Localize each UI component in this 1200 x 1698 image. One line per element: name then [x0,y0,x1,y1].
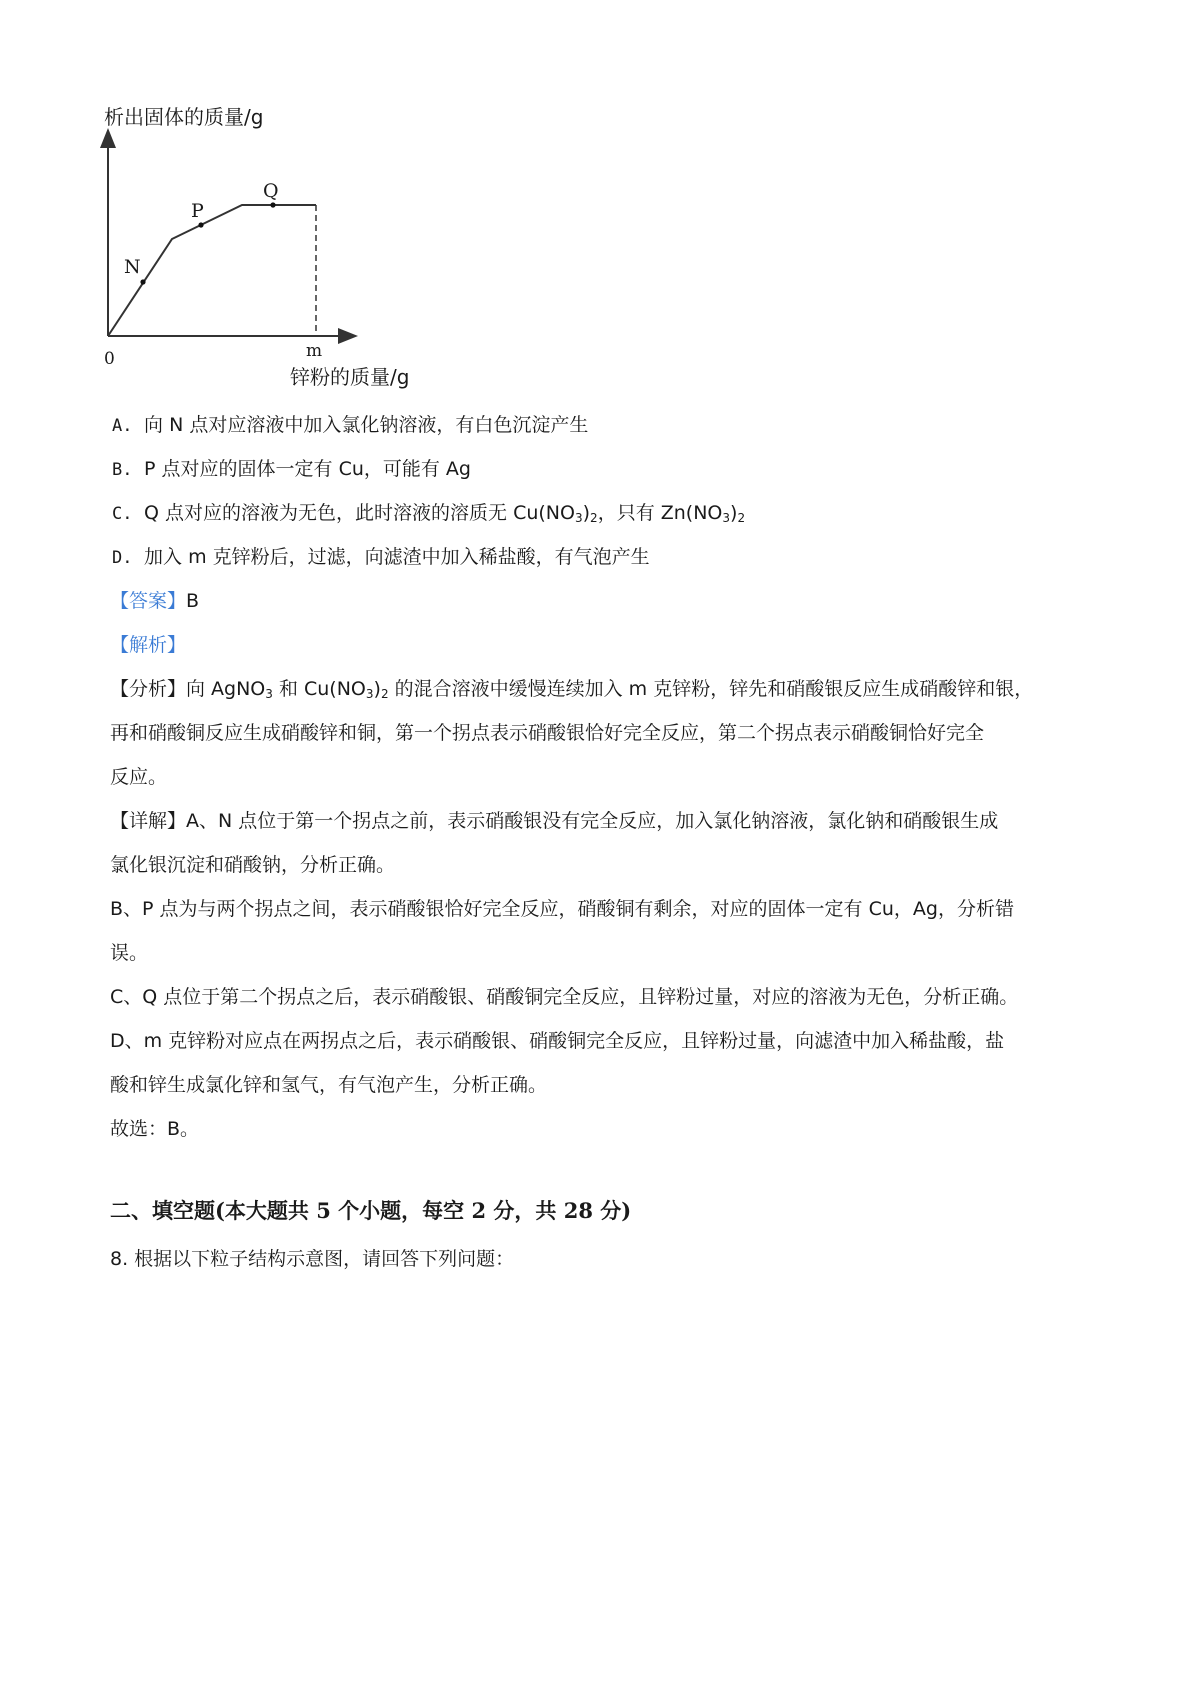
point-n-label: N [124,256,141,278]
analysis-line-1-a: 【分析】向 AgNO [110,678,266,700]
option-c-letter: C. [112,504,133,524]
option-a-letter: A. [112,416,133,436]
y-axis-label: 析出固体的质量/g [104,105,264,129]
section-2-heading: 二、填空题(本大题共 5 个小题，每空 2 分，共 28 分) [110,1198,632,1223]
detail-line-4: 误。 [110,942,149,964]
analysis-line-1 [110,676,1110,702]
analysis-line-1-b: 和 Cu(NO [272,678,366,700]
origin-label: 0 [104,349,115,369]
analysis-line-1-d: 的混合溶液中缓慢连续加入 m 克锌粉，锌先和硝酸银反应生成硝酸锌和银， [388,678,1034,700]
option-d [112,544,1112,571]
detail-line-5: C、Q 点位于第二个拐点之后，表示硝酸银、硝酸铜完全反应，且锌粉过量，对应的溶液为无色，分析正确。 [110,986,1019,1008]
option-c-text [144,502,745,524]
option-c-sub-3: 3 [722,511,731,525]
question-8: 8. 根据以下粒子结构示意图，请回答下列问题： [110,1248,515,1270]
option-b-letter: B. [112,460,133,480]
analysis-heading [110,632,1110,658]
option-a-text: 向 N 点对应溶液中加入氯化钠溶液，有白色沉淀产生 [144,414,589,436]
detail-line-6: D、m 克锌粉对应点在两拐点之后，表示硝酸银、硝酸铜完全反应，且锌粉过量，向滤渣中加入稀盐酸，盐 [110,1030,1005,1052]
analysis-line-3: 反应。 [110,766,168,788]
analysis-sub-1: 3 [265,687,273,701]
answer-line [110,588,1110,614]
option-c-text-3: ，只有 Zn(NO [597,502,723,524]
detail-line-2: 氯化银沉淀和硝酸钠，分析正确。 [110,854,396,876]
analysis-sub-2: 3 [365,687,374,701]
point-p-label: P [191,200,204,222]
analysis-line-2: 再和硝酸铜反应生成硝酸锌和铜，第一个拐点表示硝酸银恰好完全反应，第二个拐点表示硝酸铜恰好完全 [110,722,985,744]
option-c-text-2: ) [582,502,591,524]
option-c-text-4: ) [730,502,738,524]
point-q [270,202,275,207]
analysis-tag: 【解析】 [110,634,187,656]
option-b [112,456,1112,483]
answer-value: B [186,590,200,612]
analysis-line-1-c: ) [373,678,381,700]
point-q-label: Q [263,180,279,202]
x-axis-label: 锌粉的质量/g [290,365,410,389]
option-c-sub-1: 3 [574,511,583,525]
option-d-letter: D. [112,548,133,568]
option-c [112,500,1112,527]
point-n [140,279,145,284]
analysis-sub-3: 2 [380,687,389,701]
option-c-text-1: Q 点对应的溶液为无色，此时溶液的溶质无 Cu(NO [144,502,575,524]
detail-line-7: 酸和锌生成氯化锌和氢气，有气泡产生，分析正确。 [110,1074,548,1096]
detail-line-3: B、P 点为与两个拐点之间，表示硝酸银恰好完全反应，硝酸铜有剩余，对应的固体一定有 Cu，Ag，分析错 [110,898,1014,920]
point-p [198,222,203,227]
detail-line-1: 【详解】A、N 点位于第一个拐点之前，表示硝酸银没有完全反应，加入氯化钠溶液，氯化钠和硝酸银生成 [110,810,999,832]
option-b-text: P 点对应的固体一定有 Cu，可能有 Ag [144,458,471,480]
option-c-sub-4: 2 [737,511,746,525]
solid-mass-vs-zinc-graph [100,100,460,430]
option-c-sub-2: 2 [590,511,598,525]
detail-line-8: 故选：B。 [110,1118,200,1140]
option-d-text: 加入 m 克锌粉后，过滤，向滤渣中加入稀盐酸，有气泡产生 [144,546,650,568]
option-a [112,412,1112,439]
answer-tag: 【答案】 [110,590,187,612]
x-end-label: m [306,341,323,361]
